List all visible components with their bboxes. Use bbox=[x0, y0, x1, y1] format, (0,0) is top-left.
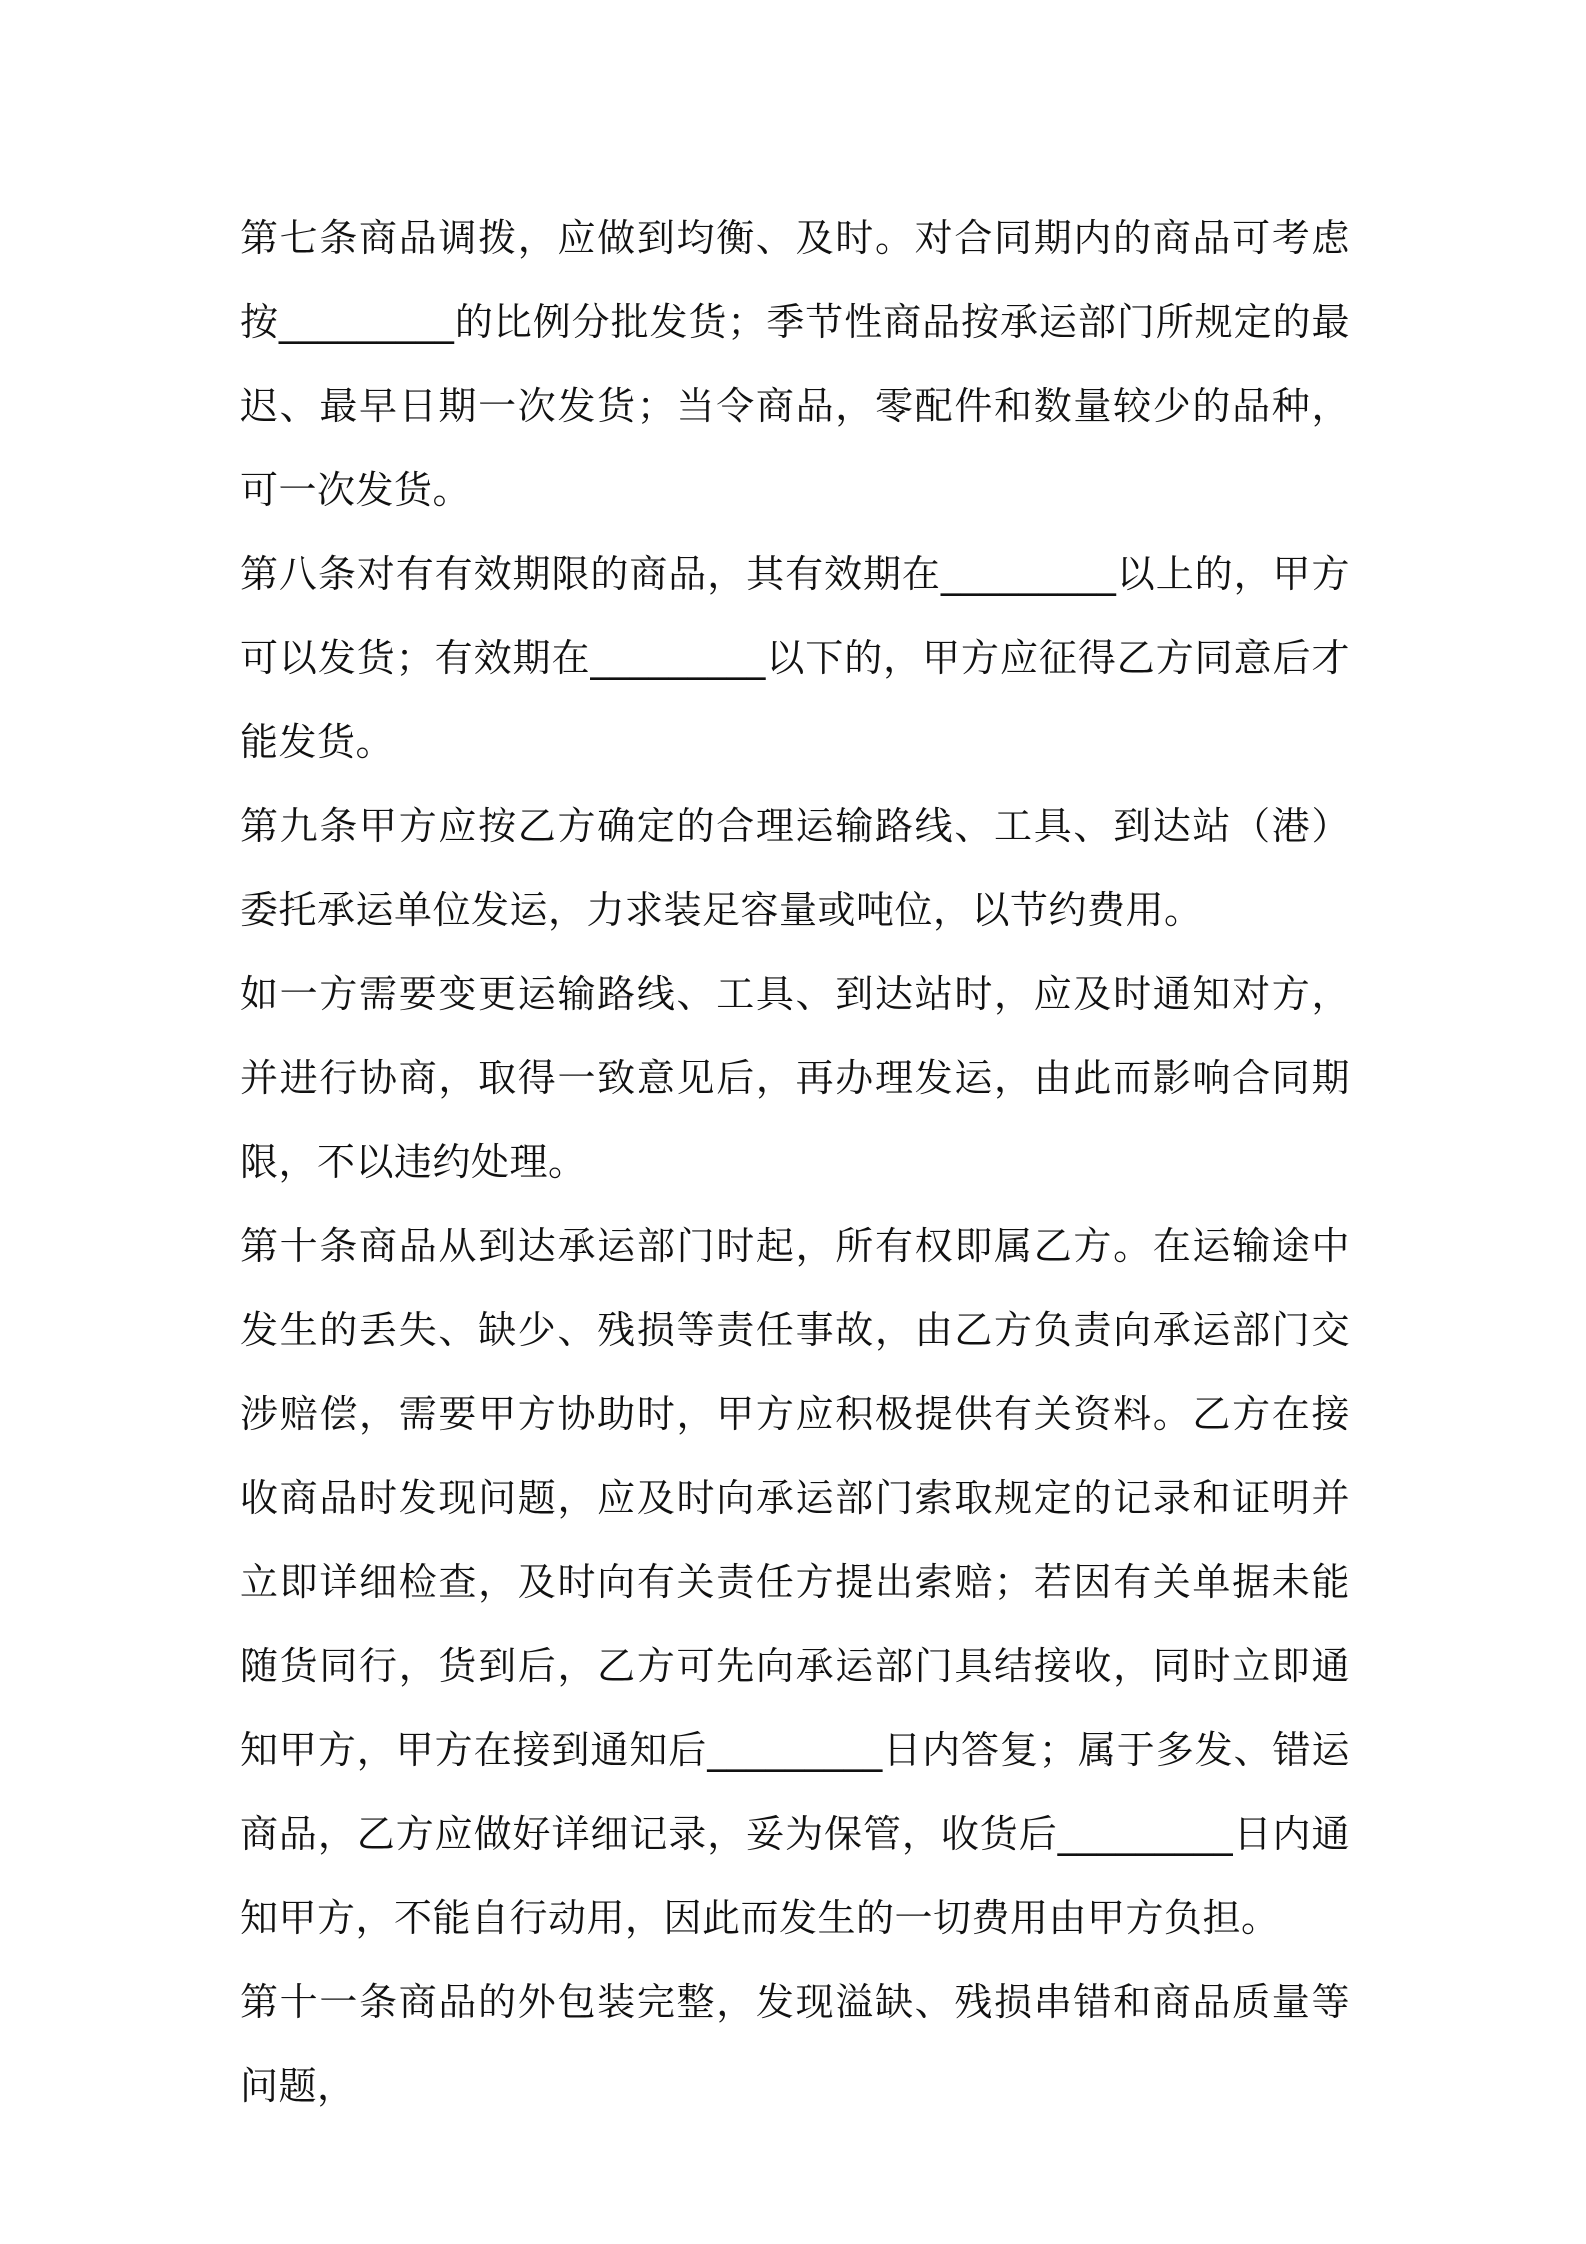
article-11-paragraph: 第十一条商品的外包装完整，发现溢缺、残损串错和商品质量等问题， bbox=[240, 1980, 1350, 2108]
article-8-paragraph: 第八条对有有效期限的商品，其有效期在_________以上的，甲方可以发货；有效期在_________以下的，甲方应征得乙方同意后才能发货。 bbox=[240, 552, 1350, 764]
article-7-paragraph: 第七条商品调拨，应做到均衡、及时。对合同期内的商品可考虑按_________的比例分批发货；季节性商品按承运部门所规定的最迟、最早日期一次发货；当令商品，零配件和数量较少的品种，可一次发货。 bbox=[240, 216, 1350, 512]
article-10-paragraph: 第十条商品从到达承运部门时起，所有权即属乙方。在运输途中发生的丢失、缺少、残损等责任事故，由乙方负责向承运部门交涉赔偿，需要甲方协助时，甲方应积极提供有关资料。乙方在接收商品时发现问题，应及时向承运部门索取规定的记录和证明并立即详细检查，及时向有关责任方提出索赔；若因有关单据未能随货同行，货到后，乙方可先向承运部门具结接收，同时立即通知甲方，甲方在接到通知后_________日内答复；属于多发、错运商品，乙方应做好详细记录，妥为保管，收货后_________日内通知甲方，不能自行动用，因此而发生的一切费用由甲方负担。 bbox=[240, 1224, 1350, 1940]
article-9-paragraph: 第九条甲方应按乙方确定的合理运输路线、工具、到达站（港）委托承运单位发运，力求装足容量或吨位，以节约费用。 bbox=[240, 804, 1350, 932]
document-page bbox=[240, 196, 1350, 2128]
route-change-paragraph: 如一方需要变更运输路线、工具、到达站时，应及时通知对方，并进行协商，取得一致意见后，再办理发运，由此而影响合同期限，不以违约处理。 bbox=[240, 972, 1350, 1184]
